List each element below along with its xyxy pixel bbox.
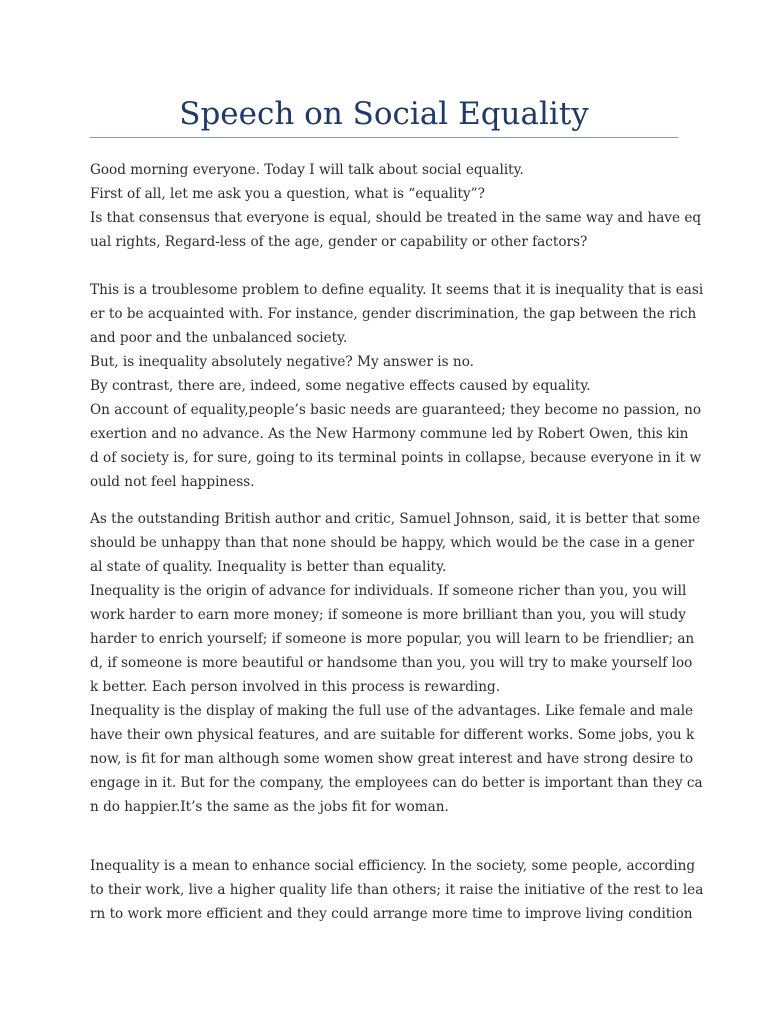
text-line: d, if someone is more beautiful or handsome than you, you will try to make yourself loo (90, 655, 693, 671)
text-line: to their work, live a higher quality life than others; it raise the initiative of the rest to lea (90, 882, 704, 898)
text-line: rn to work more efficient and they could arrange more time to improve living condition (90, 906, 693, 922)
text-line: On account of equality,people’s basic needs are guaranteed; they become no passion, no (90, 402, 702, 418)
text-line: ual rights, Regard-less of the age, gender or capability or other factors? (90, 234, 588, 250)
text-line: By contrast, there are, indeed, some negative effects caused by equality. (90, 378, 591, 394)
text-line: ould not feel happiness. (90, 474, 255, 490)
text-line: now, is fit for man although some women show great interest and have strong desire to (90, 751, 694, 767)
text-line: Inequality is the display of making the full use of the advantages. Like female and male (90, 703, 694, 719)
text-line: engage in it. But for the company, the employees can do better is important than they ca (90, 775, 703, 791)
paragraph-intro (90, 158, 702, 254)
paragraph-efficiency (90, 854, 704, 926)
text-line: Inequality is a mean to enhance social efficiency. In the society, some people, according (90, 858, 696, 874)
text-line: harder to enrich yourself; if someone is more popular, you will learn to be friendlier; an (90, 631, 695, 647)
text-line: k better. Each person involved in this process is rewarding. (90, 679, 501, 695)
text-line: d of society is, for sure, going to its terminal points in collapse, because everyone in it w (90, 450, 702, 466)
text-line: As the outstanding British author and critic, Samuel Johnson, said, it is better that some (90, 511, 701, 527)
text-line: First of all, let me ask you a question, what is “equality”? (90, 186, 485, 202)
document-title: Speech on Social Equality (179, 96, 589, 132)
text-line: and poor and the unbalanced society. (90, 330, 348, 346)
text-line: Good morning everyone. Today I will talk about social equality. (90, 162, 524, 178)
text-line: Is that consensus that everyone is equal, should be treated in the same way and have eq (90, 210, 702, 226)
paragraph-spacer (90, 819, 690, 854)
text-line: er to be acquainted with. For instance, gender discrimination, the gap between the rich (90, 306, 697, 322)
text-line: exertion and no advance. As the New Harmony commune led by Robert Owen, this kin (90, 426, 689, 442)
text-line: al state of quality. Inequality is better than equality. (90, 559, 447, 575)
paragraph-spacer (90, 494, 690, 507)
text-line: have their own physical features, and are suitable for different works. Some jobs, you k (90, 727, 695, 743)
text-line: should be unhappy than that none should be happy, which would be the case in a gener (90, 535, 695, 551)
text-line: This is a troublesome problem to define equality. It seems that it is inequality that is easi (90, 282, 704, 298)
title-underline (90, 137, 678, 138)
text-line: But, is inequality absolutely negative? My answer is no. (90, 354, 474, 370)
paragraph-troublesome (90, 278, 704, 494)
text-line: Inequality is the origin of advance for individuals. If someone richer than you, you will (90, 583, 687, 599)
paragraph-spacer (90, 254, 690, 278)
document-body (90, 158, 704, 926)
text-line: n do happier.It’s the same as the jobs fit for woman. (90, 799, 449, 815)
text-line: work harder to earn more money; if someone is more brilliant than you, you will study (90, 607, 686, 623)
paragraph-johnson (90, 507, 703, 819)
